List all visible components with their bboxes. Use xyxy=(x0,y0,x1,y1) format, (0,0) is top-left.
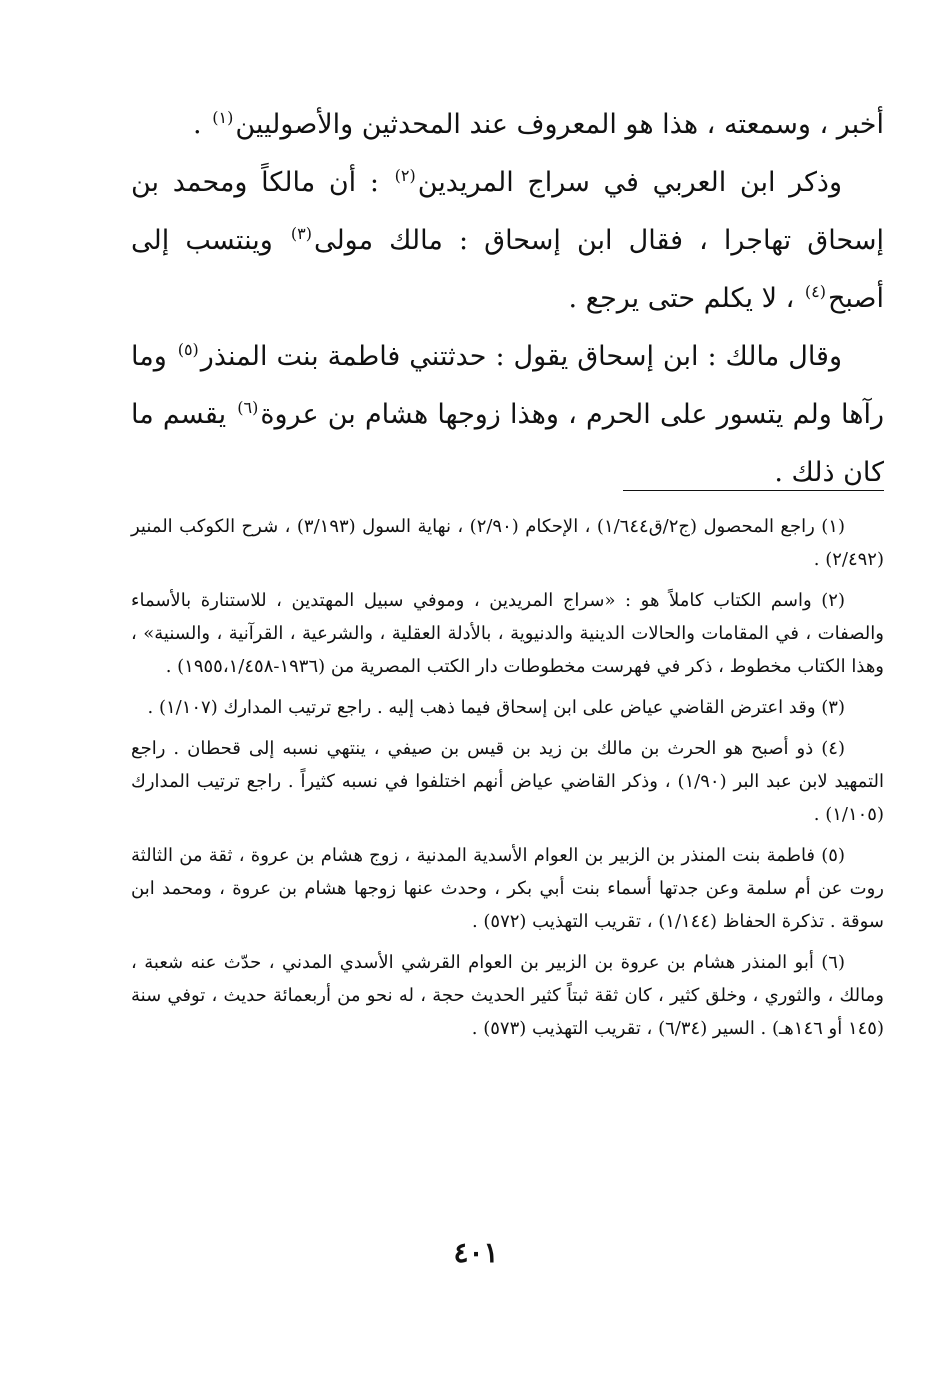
paragraph-2-part-4: ، لا يكلم حتى يرجع . xyxy=(568,283,803,314)
paragraph-2-part-1: وذكر ابن العربي في سراج المريدين xyxy=(417,167,842,198)
page-number: ٤٠١ xyxy=(453,1236,499,1269)
footnote-marker-3: (٣) xyxy=(290,224,312,243)
paragraph-3-part-2: وما رآها ولم يتسور على الحرم ، وهذا زوجها هشام بن عروة xyxy=(131,341,884,430)
footnote-3: (٣) وقد اعترض القاضي عياض على ابن إسحاق فيما ذهب إليه . راجع ترتيب المدارك (١/١٠٧) . xyxy=(147,697,845,718)
paragraph-2-part-2: : أن مالكاً ومحمد بن إسحاق تهاجرا ، فقال ابن إسحاق : مالك مولى xyxy=(131,167,884,256)
main-paragraph-3 xyxy=(131,328,884,502)
footnote-5: (٥) فاطمة بنت المنذر بن الزبير بن العوام الأسدية المدنية ، زوج هشام بن عروة ، ثقة من الثالثة روت عن أم سلمة وعن جدتها أسماء بنت أبي بكر ، وحدث عنها زوجها هشام بن عروة ، ومحمد ابن سوقة . تذكرة الحفاظ (١/١٤٤) ، تقريب التهذيب (٥٧٢) . xyxy=(131,845,884,932)
main-paragraph-2 xyxy=(131,154,884,328)
footnote-marker-6: (٦) xyxy=(237,398,259,417)
footnote-1: (١) راجع المحصول (ج٢/ق١/٦٤٤) ، الإحكام (٢/٩٠) ، نهاية السول (٣/١٩٣) ، شرح الكوكب المنير (٢/٤٩٢) . xyxy=(131,516,884,570)
footnote-6: (٦) أبو المنذر هشام بن عروة بن الزبير بن العوام القرشي الأسدي المدني ، حدّث عنه شعبة ، ومالك ، والثوري ، وخلق كثير ، كان ثقة ثبتاً كثير الحديث حجة ، له نحو من أربعمائة حديث ، توفي سنة (١٤٥ أو ١٤٦هـ) . السير (٦/٣٤) ، تقريب التهذيب (٥٧٣) . xyxy=(131,952,884,1039)
paragraph-3-part-1: وقال مالك : ابن إسحاق يقول : حدثتني فاطمة بنت المنذر xyxy=(200,341,842,372)
footnote-separator xyxy=(623,490,884,491)
footnote-marker-2: (٢) xyxy=(394,166,416,185)
main-paragraph-1 xyxy=(131,96,884,154)
footnotes-section xyxy=(131,510,884,1053)
footnote-marker-5: (٥) xyxy=(177,340,199,359)
paragraph-1-end: . xyxy=(193,109,211,140)
paragraph-2-part-3: وينتسب إلى أصبح xyxy=(131,225,884,314)
footnote-4: (٤) ذو أصبح هو الحرث بن مالك بن زيد بن قيس بن صيفي ، ينتهي نسبه إلى قحطان . راجع التمهيد لابن عبد البر (١/٩٠) ، وذكر القاضي عياض أنهم اختلفوا في نسبه كثيراً . راجع ترتيب المدارك (١/١٠٥) . xyxy=(131,738,884,825)
main-text-body xyxy=(131,96,884,502)
footnote-2: (٢) واسم الكتاب كاملاً هو : «سراج المريدين ، وموفي سبيل المهتدين ، للاستنارة بالأسماء والصفات ، في المقامات والحالات الدينية والدنيوية ، بالأدلة العقلية ، والشرعية ، القرآنية ، والسنية» ، وهذا الكتاب مخطوط ، ذكر في فهرست مخطوطات دار الكتب المصرية من (١٩٣٦-١٩٥٥،١/٤٥٨) . xyxy=(131,590,884,677)
paragraph-3-part-3: يقسم ما كان ذلك . xyxy=(131,399,884,488)
paragraph-1-text: أخبر ، وسمعته ، هذا هو المعروف عند المحدثين والأصوليين xyxy=(235,109,884,140)
footnote-marker-1: (١) xyxy=(212,108,234,127)
footnote-marker-4: (٤) xyxy=(804,282,826,301)
